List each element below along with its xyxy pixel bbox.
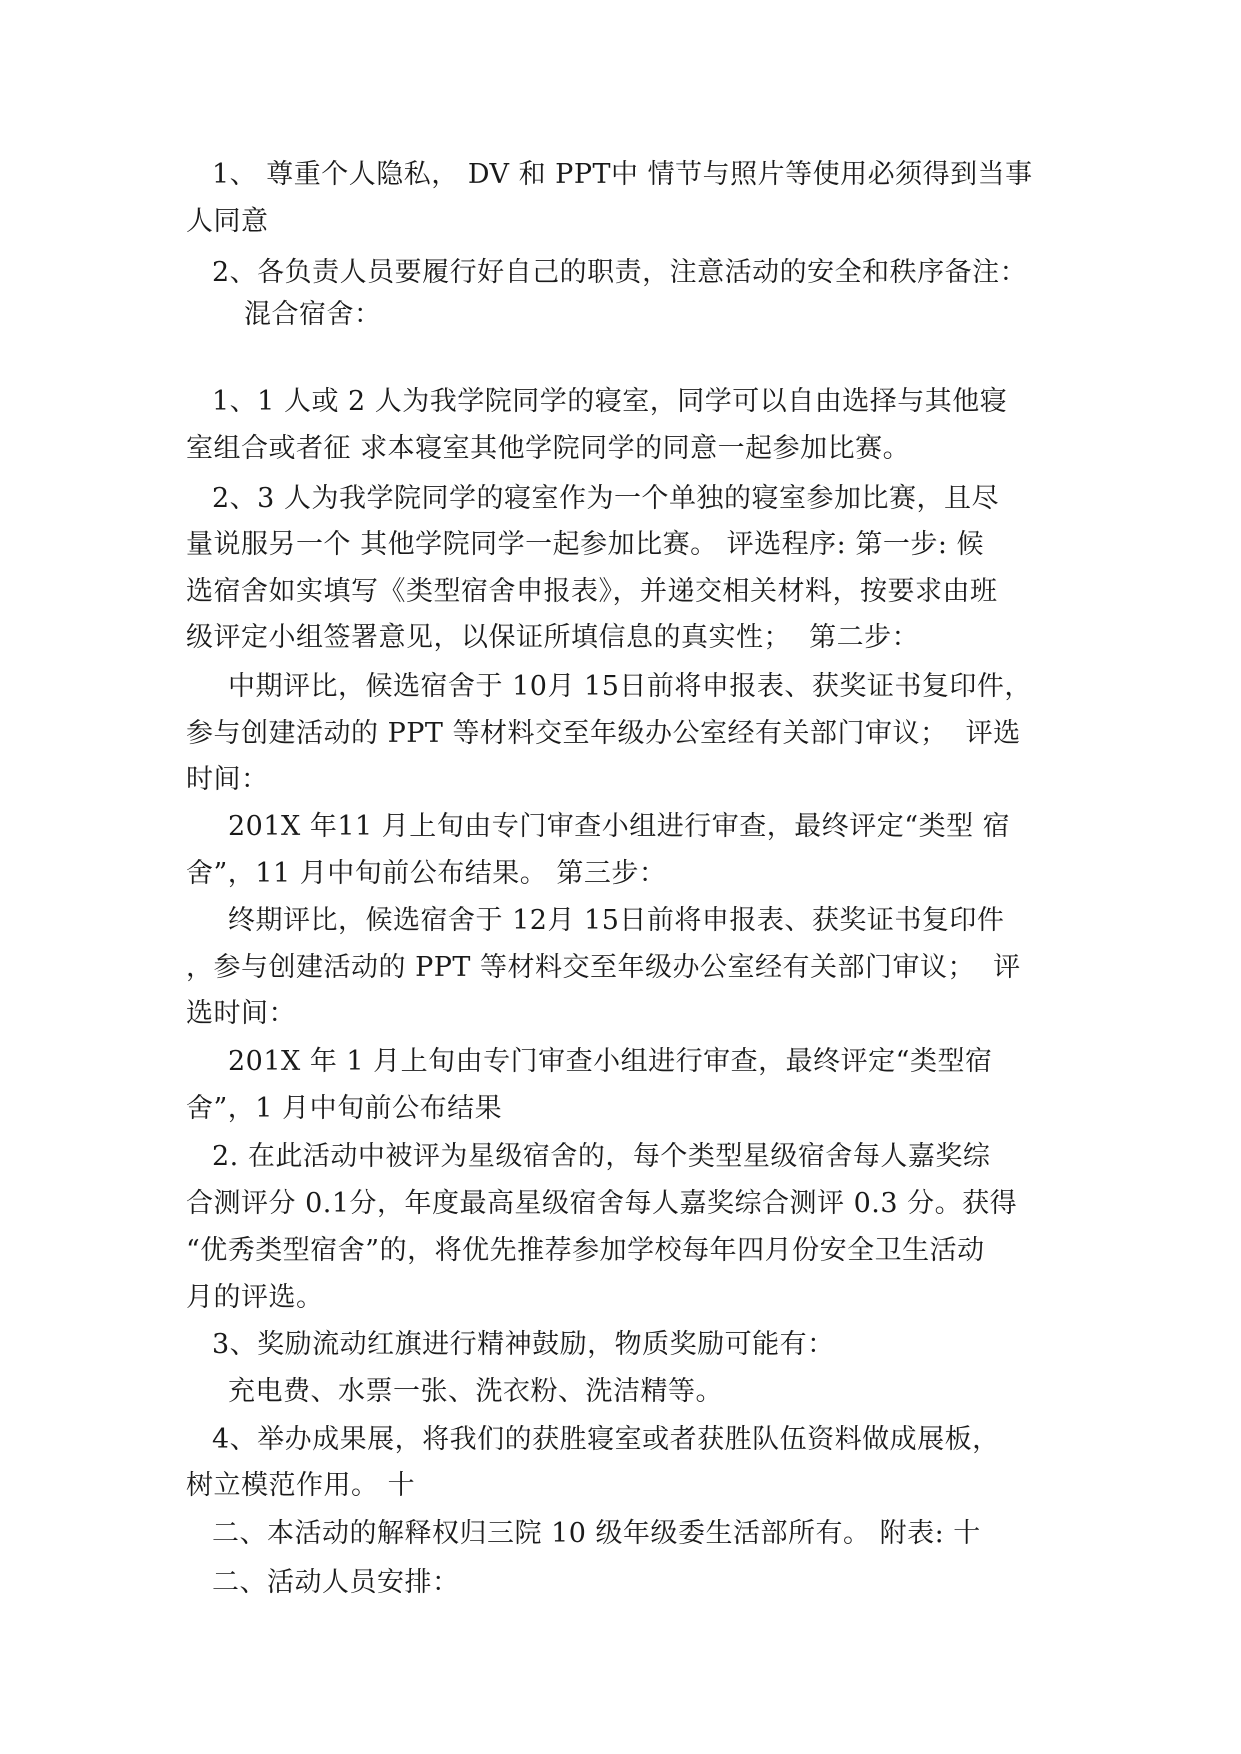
text-line: 选时间：: [186, 998, 296, 1029]
text-line: 参与创建活动的 PPT 等材料交至年级办公室经有关部门审议； 评选: [186, 718, 1021, 749]
text-line: 二、本活动的解释权归三院 10 级年级委生活部所有。 附表: 十: [212, 1518, 981, 1549]
text-line: 2、各负责人员要履行好自己的职责，注意活动的安全和秩序备注：: [212, 257, 1028, 288]
text-line: 树立模范作用。 十: [186, 1470, 416, 1501]
text-line: 舍”，1 月中旬前公布结果: [186, 1093, 503, 1124]
text-line: 201X 年11 月上旬由专门审查小组进行审查，最终评定“类型 宿: [228, 811, 1011, 842]
text-line: 201X 年 1 月上旬由专门审查小组进行审查，最终评定“类型宿: [228, 1046, 993, 1077]
text-line: 终期评比，候选宿舍于 12月 15日前将申报表、获奖证书复印件: [228, 905, 1005, 936]
text-line: 月的评选。: [186, 1282, 324, 1313]
text-line: 量说服另一个 其他学院同学一起参加比赛。 评选程序: 第一步: 候: [186, 529, 985, 560]
text-line: 混合宿舍：: [244, 299, 382, 330]
text-line: 选宿舍如实填写《类型宿舍申报表》，并递交相关材料，按要求由班: [186, 576, 998, 607]
text-line: 时间：: [186, 764, 269, 795]
text-line: 2、3 人为我学院同学的寝室作为一个单独的寝室参加比赛，且尽: [212, 483, 999, 514]
text-line: 3、奖励流动红旗进行精神鼓励，物质奖励可能有：: [212, 1329, 835, 1360]
text-line: 室组合或者征 求本寝室其他学院同学的同意一起参加比赛。: [186, 433, 911, 464]
text-line: 1、1 人或 2 人为我学院同学的寝室，同学可以自由选择与其他寝: [212, 386, 1008, 417]
text-line: 充电费、水票一张、洗衣粉、洗洁精等。: [228, 1376, 723, 1407]
text-line: 4、举办成果展，将我们的获胜寝室或者获胜队伍资料做成展板，: [212, 1424, 1000, 1455]
text-line: 2. 在此活动中被评为星级宿舍的，每个类型星级宿舍每人嘉奖综: [212, 1141, 991, 1172]
text-line: 人同意: [186, 206, 269, 237]
text-line: ，参与创建活动的 PPT 等材料交至年级办公室经有关部门审议； 评: [186, 952, 1021, 983]
text-line: 中期评比，候选宿舍于 10月 15日前将申报表、获奖证书复印件，: [228, 671, 1032, 702]
text-line: 级评定小组签署意见，以保证所填信息的真实性； 第二步：: [186, 622, 920, 653]
text-line: 1、 尊重个人隐私， DV 和 PPT中 情节与照片等使用必须得到当事: [212, 159, 1033, 190]
text-line: 二、活动人员安排：: [212, 1567, 460, 1598]
text-line: 舍”，11 月中旬前公布结果。 第三步：: [186, 858, 667, 889]
text-line: “优秀类型宿舍”的，将优先推荐参加学校每年四月份安全卫生活动: [186, 1235, 985, 1266]
text-line: 合测评分 0.1分，年度最高星级宿舍每人嘉奖综合测评 0.3 分。获得: [186, 1188, 1018, 1219]
